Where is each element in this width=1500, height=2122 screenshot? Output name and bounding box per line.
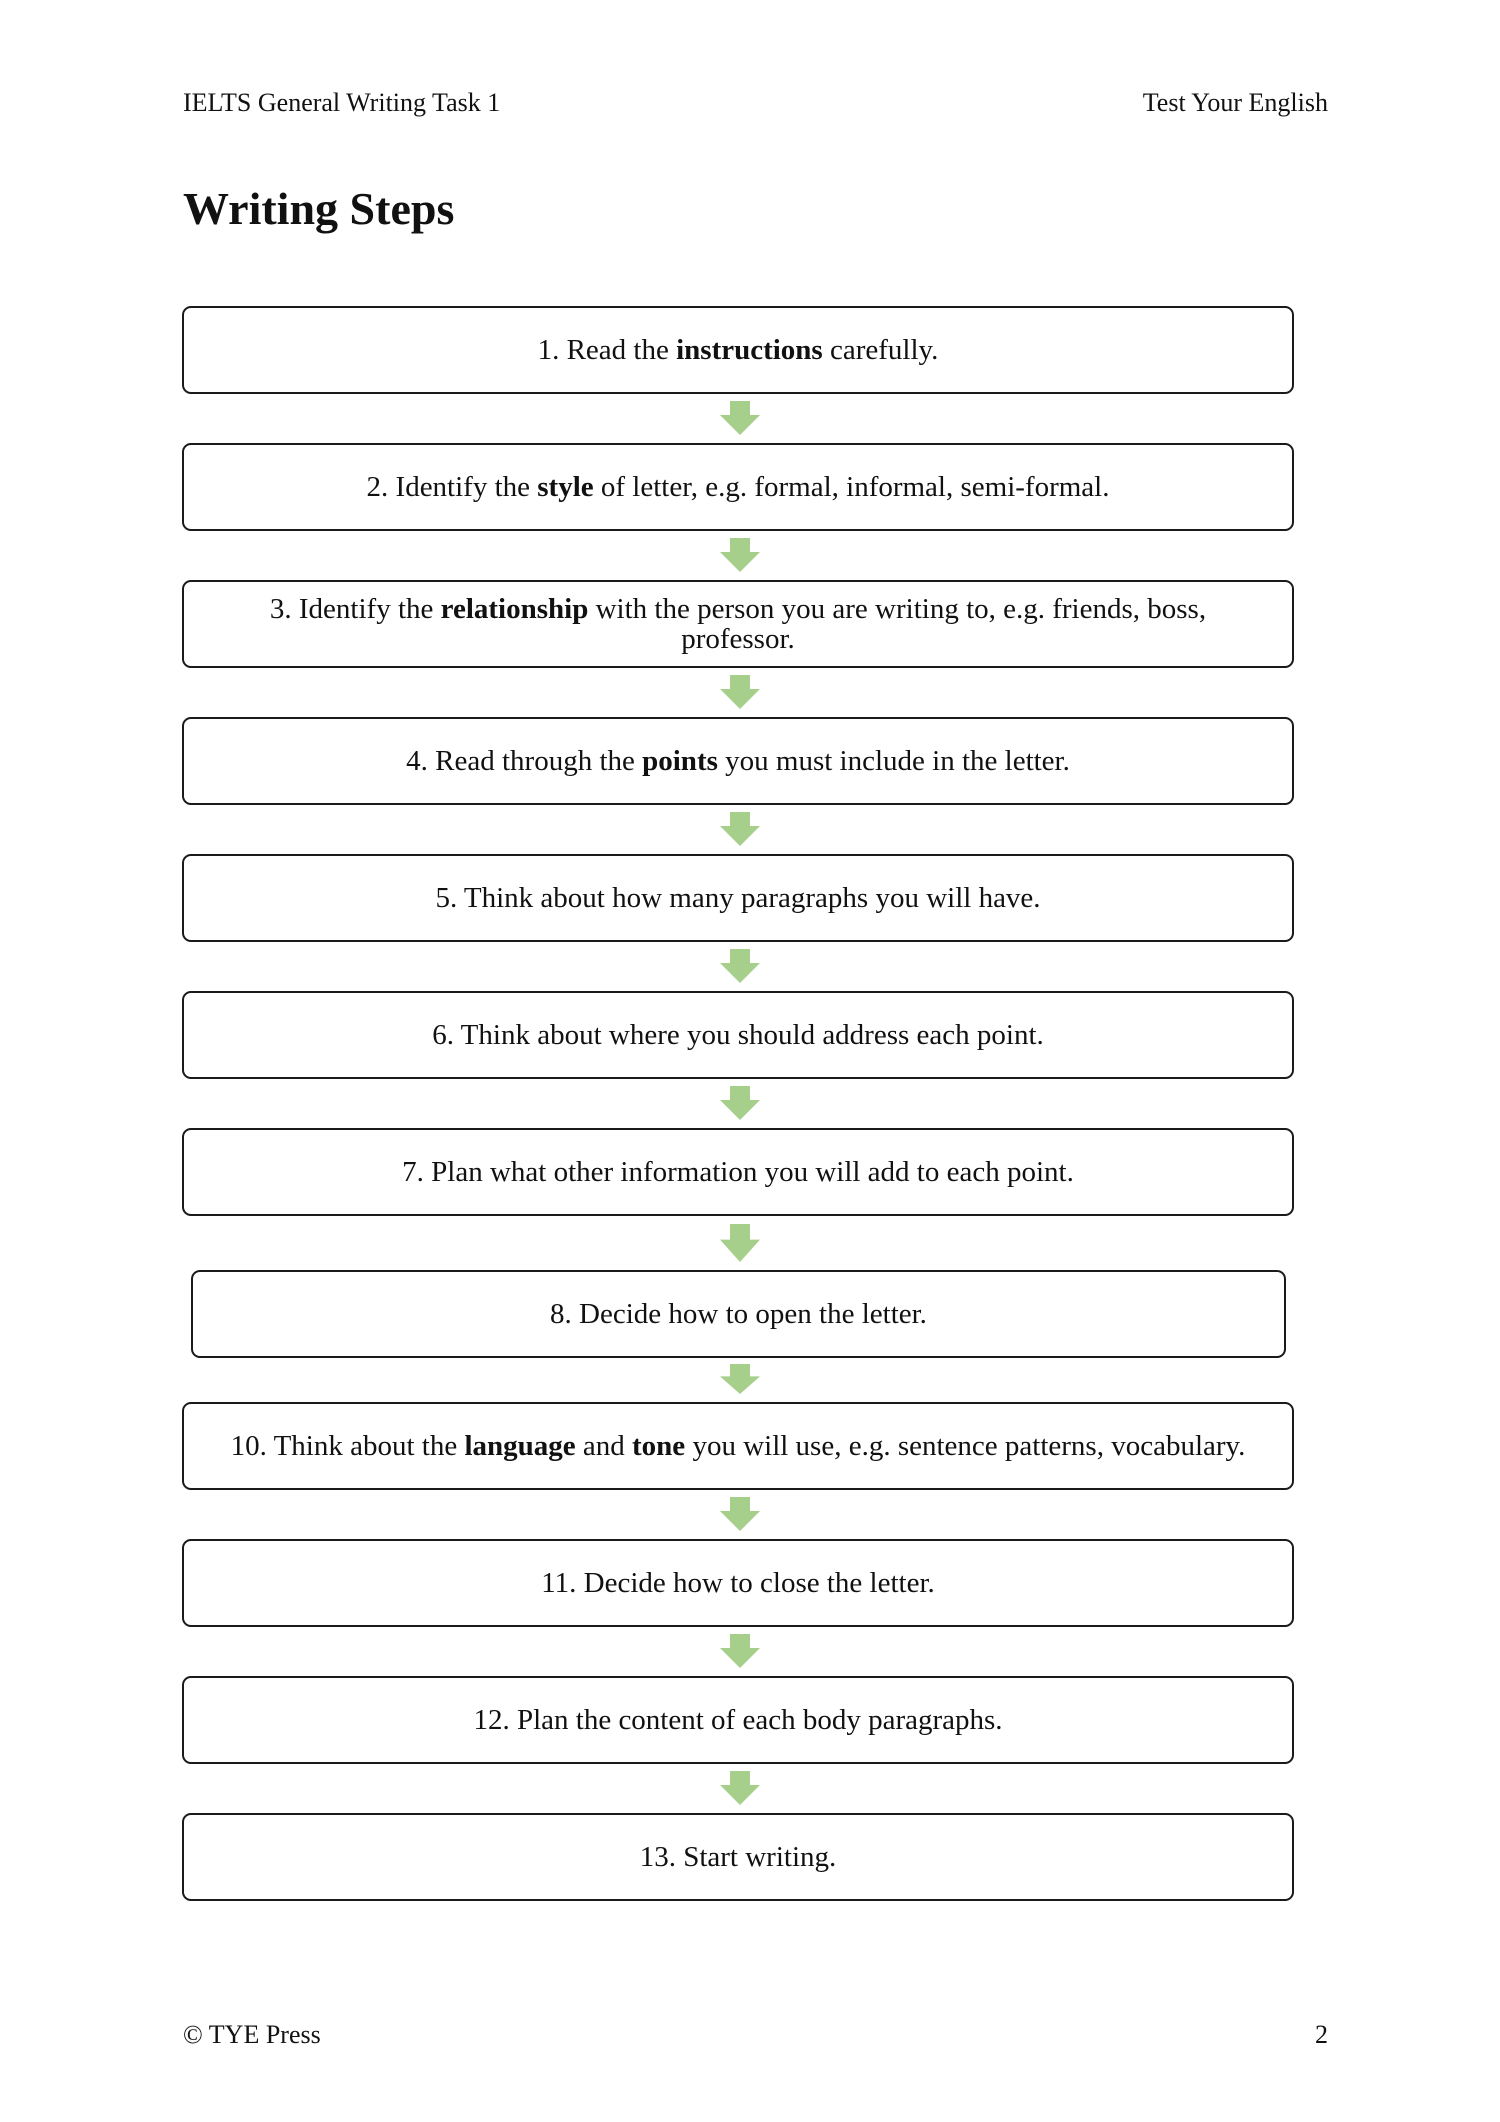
down-arrow-icon xyxy=(720,675,760,709)
step-box-6 xyxy=(182,991,1294,1079)
step-box-13 xyxy=(182,1813,1294,1901)
step-box-10 xyxy=(182,1402,1294,1490)
step-text: 2. Identify the xyxy=(366,470,538,503)
step-text: 12. Plan the content of each body paragraphs. xyxy=(473,1703,1003,1736)
footer-copyright: © TYE Press xyxy=(183,2020,321,2049)
step-box-12 xyxy=(182,1676,1294,1764)
step-text: 3. Identify the xyxy=(269,593,441,625)
step-text: 8. Decide how to open the letter. xyxy=(550,1297,927,1330)
page-number: 2 xyxy=(1315,2020,1328,2049)
down-arrow-icon xyxy=(720,812,760,846)
down-arrow-icon xyxy=(720,1364,760,1394)
step-box-4 xyxy=(182,717,1294,805)
step-text: 13. Start writing. xyxy=(639,1840,837,1873)
down-arrow-icon xyxy=(720,1497,760,1531)
step-bold-text: style xyxy=(537,470,594,503)
step-bold-text: points xyxy=(642,744,718,777)
step-bold-text: language xyxy=(464,1429,576,1462)
step-text: 1. Read the xyxy=(537,333,677,366)
step-box-2 xyxy=(182,443,1294,531)
step-box-3 xyxy=(182,580,1294,668)
down-arrow-icon xyxy=(720,1771,760,1805)
step-bold-text: relationship xyxy=(440,593,589,625)
step-text: you must include in the letter. xyxy=(717,744,1070,777)
step-text: you will use, e.g. sentence patterns, vocabulary. xyxy=(685,1429,1246,1462)
step-text: with the person you are writing to, e.g. friends, boss, professor. xyxy=(588,593,1207,655)
header-left-text: IELTS General Writing Task 1 xyxy=(183,88,501,117)
down-arrow-icon xyxy=(720,949,760,983)
step-text: 11. Decide how to close the letter. xyxy=(541,1566,935,1599)
step-text: carefully. xyxy=(822,333,939,366)
down-arrow-icon xyxy=(720,401,760,435)
step-text: 7. Plan what other information you will add to each point. xyxy=(402,1155,1074,1188)
header-right-text: Test Your English xyxy=(1142,88,1328,117)
step-box-11 xyxy=(182,1539,1294,1627)
step-box-5 xyxy=(182,854,1294,942)
page-title: Writing Steps xyxy=(183,183,455,234)
step-box-8 xyxy=(191,1270,1286,1358)
down-arrow-icon xyxy=(720,1086,760,1120)
step-bold-text: tone xyxy=(632,1429,686,1462)
down-arrow-icon xyxy=(720,1634,760,1668)
step-box-7 xyxy=(182,1128,1294,1216)
step-text: 4. Read through the xyxy=(406,744,643,777)
step-text: of letter, e.g. formal, informal, semi-formal. xyxy=(593,470,1110,503)
step-text: 10. Think about the xyxy=(230,1429,465,1462)
down-arrow-icon xyxy=(720,1224,760,1262)
step-bold-text: instructions xyxy=(676,333,823,366)
step-text: 5. Think about how many paragraphs you will have. xyxy=(435,881,1041,914)
down-arrow-icon xyxy=(720,538,760,572)
step-text: and xyxy=(575,1429,633,1462)
step-text: 6. Think about where you should address each point. xyxy=(432,1018,1044,1051)
step-box-1 xyxy=(182,306,1294,394)
